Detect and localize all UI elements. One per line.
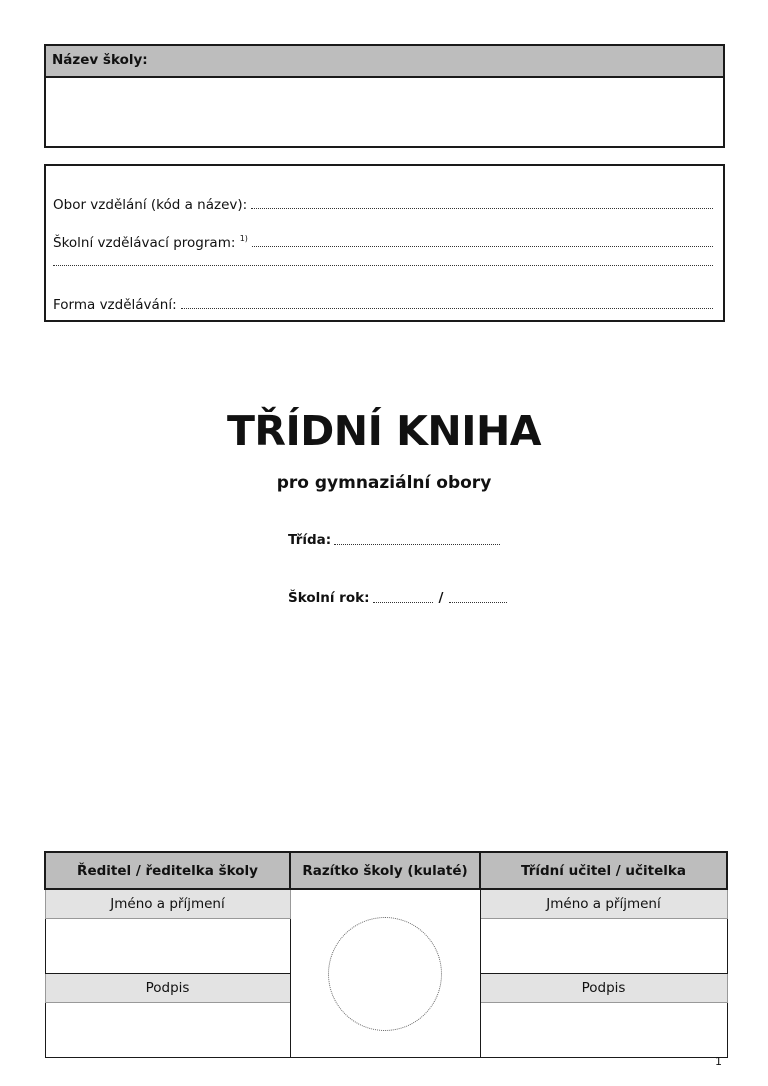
- teacher-signature-field[interactable]: [480, 1003, 727, 1058]
- field-of-study-input[interactable]: [251, 207, 713, 209]
- school-name-label: Název školy:: [46, 46, 723, 78]
- signature-table: [44, 851, 728, 1058]
- school-year-end-input[interactable]: [449, 601, 507, 603]
- director-name-field[interactable]: [45, 919, 290, 974]
- teacher-header: Třídní učitel / učitelka: [480, 852, 727, 889]
- field-of-study-row: [53, 198, 713, 212]
- school-year-row: [288, 590, 507, 606]
- stamp-area: [290, 889, 480, 1058]
- director-header: Ředitel / ředitelka školy: [45, 852, 290, 889]
- school-year-separator: /: [438, 590, 444, 606]
- school-name-field[interactable]: [46, 78, 723, 146]
- school-program-row: [53, 232, 713, 250]
- program-footnote: 1): [239, 234, 248, 243]
- school-year-label: Školní rok:: [288, 590, 370, 606]
- form-of-study-input[interactable]: [181, 307, 713, 309]
- director-signature-field[interactable]: [45, 1003, 290, 1058]
- teacher-name-field[interactable]: [480, 919, 727, 974]
- class-row: [288, 532, 500, 548]
- page-number: 1: [715, 1055, 722, 1068]
- director-name-label: Jméno a příjmení: [45, 889, 290, 919]
- director-signature-label: Podpis: [45, 974, 290, 1003]
- school-program-continuation-row: [53, 264, 713, 269]
- school-program-label: Školní vzdělávací program: $^{1)}$: [53, 234, 248, 251]
- field-of-study-label: Obor vzdělání (kód a název):: [53, 197, 248, 213]
- stamp-header: Razítko školy (kulaté): [290, 852, 480, 889]
- page-subtitle: pro gymnaziální obory: [276, 473, 492, 493]
- class-input[interactable]: [334, 543, 500, 545]
- form-of-study-label: Forma vzdělávání:: [53, 297, 177, 313]
- school-program-input[interactable]: [252, 245, 713, 247]
- school-year-start-input[interactable]: [373, 601, 433, 603]
- form-of-study-row: [53, 298, 713, 312]
- teacher-signature-label: Podpis: [480, 974, 727, 1003]
- teacher-name-label: Jméno a příjmení: [480, 889, 727, 919]
- study-info-box: [44, 164, 725, 322]
- page-title: TŘÍDNÍ KNIHA: [226, 407, 542, 455]
- school-name-box: [44, 44, 725, 148]
- school-program-input-continued[interactable]: [53, 264, 713, 266]
- class-label: Třída:: [288, 532, 332, 548]
- stamp-circle: [328, 917, 442, 1031]
